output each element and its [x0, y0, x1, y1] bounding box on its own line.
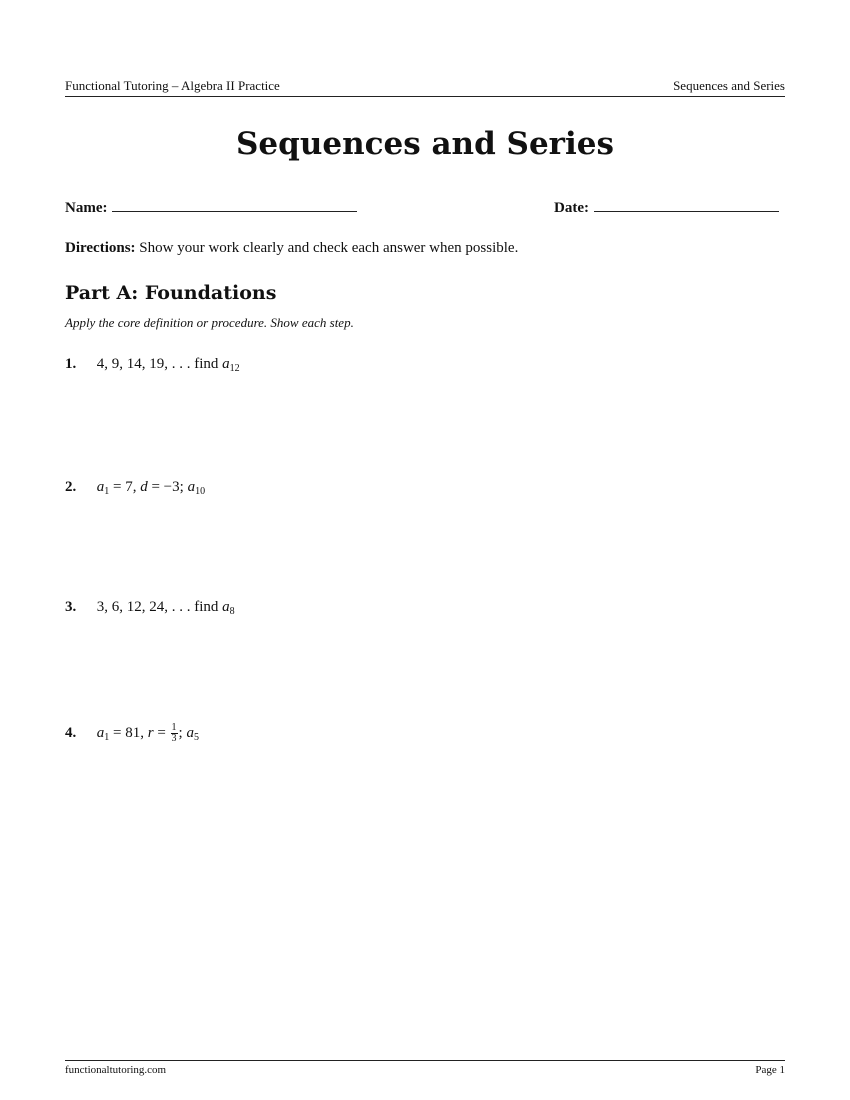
target-subscript: 10	[195, 486, 206, 497]
directions-label: Directions:	[65, 240, 136, 256]
page-title: Sequences and Series	[236, 126, 614, 162]
problem-4	[65, 723, 199, 744]
first-term-variable: a	[96, 724, 105, 741]
first-term-value: = 7,	[113, 479, 137, 495]
name-blank-line[interactable]	[112, 197, 357, 212]
target-variable: a	[222, 599, 230, 615]
date-label: Date:	[554, 200, 589, 216]
problem-3	[65, 599, 235, 616]
first-term-variable: a	[96, 479, 105, 495]
fraction-numerator: 1	[171, 722, 177, 733]
page-header	[65, 78, 785, 97]
sequence-terms: 3, 6, 12, 24, . . .	[96, 599, 191, 615]
equals-sign: =	[157, 724, 166, 741]
header-course-title: Functional Tutoring – Algebra II Practice	[65, 78, 280, 93]
first-term-subscript: 1	[104, 731, 110, 743]
section-title: Part A: Foundations	[65, 282, 277, 304]
common-difference-variable: d	[140, 479, 148, 495]
common-difference-value: = −3;	[151, 479, 184, 495]
first-term-subscript: 1	[104, 486, 110, 497]
sequence-terms: 4, 9, 14, 19, . . .	[96, 356, 191, 372]
problem-number: 4.	[65, 724, 77, 741]
target-variable: a	[187, 479, 196, 495]
find-word: find	[194, 599, 219, 615]
header-topic: Sequences and Series	[673, 78, 785, 93]
name-field[interactable]	[65, 197, 357, 219]
footer-page-number: Page 1	[755, 1064, 785, 1076]
fraction-denominator: 3	[171, 733, 177, 744]
page-footer	[65, 1060, 785, 1076]
common-ratio-variable: r	[147, 724, 154, 741]
directions	[65, 240, 518, 257]
target-variable: a	[186, 724, 194, 741]
problem-2	[65, 479, 205, 496]
directions-text: Show your work clearly and check each answer when possible.	[139, 240, 519, 256]
first-term-value: = 81,	[113, 724, 144, 741]
problem-1	[65, 356, 240, 373]
footer-website: functionaltutoring.com	[65, 1064, 167, 1076]
problem-number: 3.	[65, 599, 77, 615]
name-label: Name:	[65, 200, 108, 216]
target-subscript: 8	[229, 606, 235, 617]
common-ratio-fraction	[171, 723, 178, 744]
problem-number: 2.	[65, 479, 77, 495]
separator: ;	[178, 724, 183, 741]
target-subscript: 12	[229, 363, 240, 374]
section-subtitle: Apply the core definition or procedure. Show each step.	[65, 315, 354, 330]
problem-number: 1.	[65, 356, 77, 372]
find-word: find	[194, 356, 219, 372]
target-subscript: 5	[193, 731, 199, 743]
target-variable: a	[222, 356, 230, 372]
date-blank-line[interactable]	[594, 197, 779, 212]
date-field[interactable]	[554, 197, 779, 219]
